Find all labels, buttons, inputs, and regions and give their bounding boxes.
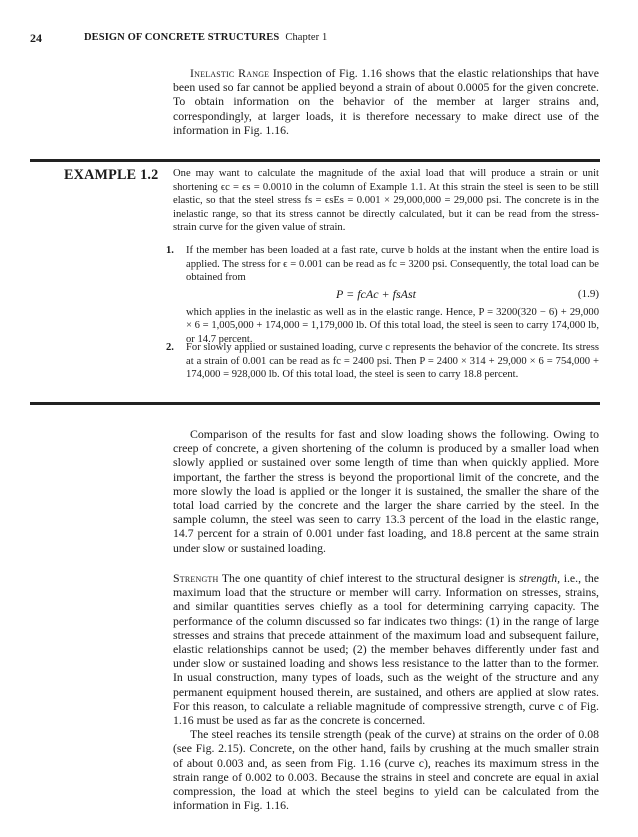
strength-emphasis: strength, xyxy=(518,571,561,585)
page-number: 24 xyxy=(30,31,42,45)
strength-heading: Strength xyxy=(173,571,219,585)
item-1-text-after: which applies in the inelastic as well as in the elastic range. Hence, P = 3200(320 − 6) + 29,000 × 6 = 1,005,000 + 174,000 = 1,179,000 lb. Of this total load, the steel is seen to carry 174,000 lb, or 14.7 percent. xyxy=(186,306,599,345)
item-2-number: 2. xyxy=(166,342,174,353)
item-1-text-before: If the member has been loaded at a fast rate, curve b holds at the instant when the entire load is applied. The stress for ϵ = 0.001 can be read as fc = 3200 psi. Consequently, the total load can be obtained from xyxy=(186,245,599,284)
example-intro xyxy=(173,167,599,235)
section-inelastic-range xyxy=(173,66,599,137)
running-header xyxy=(30,31,608,47)
comparison-paragraph: Comparison of the results for fast and slow loading shows the following. Owing to creep of concrete, a given shortening of the column is produced by a smaller load when slowly applied or sustained over some length of time than when quickly applied. More important, the farther the stress is beyond the proportional limit of the concrete, and the more slowly the load is applied or the longer it is sustained, the smaller the share of the total load carried by the concrete and the larger the share carried by the steel. In the sample column, the steel was seen to carry 13.3 percent of the load in the elastic range, 14.7 percent for a strain of 0.001 under fast loading, and 18.8 percent at the same strain under slow or sustained loading. xyxy=(173,427,599,555)
strength-text-post: i.e., the maximum load that the structure or member will carry. Information on stresses, strains, and similar quantities serves chiefly as a tool for determining carrying capacity. The performance of the column discussed so far indicates two things: (1) in the range of large stresses and strains that precede attainment of the maximum load and subsequent failure, elastic relationships cannot be used; (2) the member behaves differently under fast and under slow or sustained loading and shows less resistance to the latter than to the former. In usual construction, many types of loads, such as the weight of the structure and any permanent equipment housed therein, are sustained, and others are applied at slow rates. For this reason, to calculate a reliable magnitude of compressive strength, curve c of Fig. 1.16 must be used as far as the concrete is concerned. xyxy=(173,571,600,728)
inelastic-range-heading: Inelastic Range xyxy=(190,66,270,80)
book-title-text: DESIGN OF CONCRETE STRUCTURES xyxy=(84,32,280,43)
book-title xyxy=(84,32,327,43)
section-comparison xyxy=(173,427,599,555)
strength-paragraph xyxy=(173,571,599,727)
inelastic-range-paragraph xyxy=(173,66,599,137)
equation-number: (1.9) xyxy=(577,287,599,300)
example-bottom-rule xyxy=(30,402,600,405)
example-item-2 xyxy=(166,341,599,382)
strength-paragraph-2: The steel reaches its tensile strength (peak of the curve) at strains on the order of 0.08 (see Fig. 2.15). Concrete, on the other hand, fails by crushing at the much smaller strain of about 0.003 and, as seen from Fig. 1.16 (curve c), reaches its maximum stress in the strain range of 0.002 to 0.003. Because the strains in steel and concrete are equal in axial compression, the load at which the steel begins to yield can be calculated from the information in Fig. 1.16. xyxy=(173,727,599,813)
example-top-rule xyxy=(30,159,600,162)
equation-expression: P = fcAc + fsAst xyxy=(336,286,416,301)
example-intro-text: One may want to calculate the magnitude of the axial load that will produce a strain or unit shortening ϵc = ϵs = 0.0010 in the column of Example 1.1. At this strain the steel is seen to be still elastic, so that the steel stress fs = ϵsEs = 0.001 × 29,000,000 = 29,000 psi. The concrete is in the inelastic range, so that its stress cannot be directly calculated, but it can be read from the stress-strain curve for the given value of strain. xyxy=(173,168,599,234)
strength-text-pre: The one quantity of chief interest to the structural designer is xyxy=(221,571,516,585)
item-2-text: For slowly applied or sustained loading, curve c represents the behavior of the concrete. Its stress at a strain of 0.001 can be read as fc = 2400 psi. Then P = 2400 × 314 + 29,000 × 6 = 754,000 + 174,000 = 928,000 lb. Of this total load, the steel is seen to carry 18.8 percent. xyxy=(186,342,599,381)
section-strength xyxy=(173,571,599,812)
chapter-label: Chapter 1 xyxy=(285,32,328,43)
item-1-number: 1. xyxy=(166,245,174,256)
example-label: EXAMPLE 1.2 xyxy=(64,167,159,183)
equation-1-9 xyxy=(186,287,599,305)
inelastic-range-text: Inspection of Fig. 1.16 shows that the elastic relationships that have been used so far cannot be applied beyond a strain of about 0.0005 for the given concrete. To obtain information on the behavior of the member at larger strains and, correspondingly, at larger loads, it is therefore necessary to make direct use of the information in Fig. 1.16. xyxy=(173,66,599,137)
example-item-1 xyxy=(166,244,599,347)
